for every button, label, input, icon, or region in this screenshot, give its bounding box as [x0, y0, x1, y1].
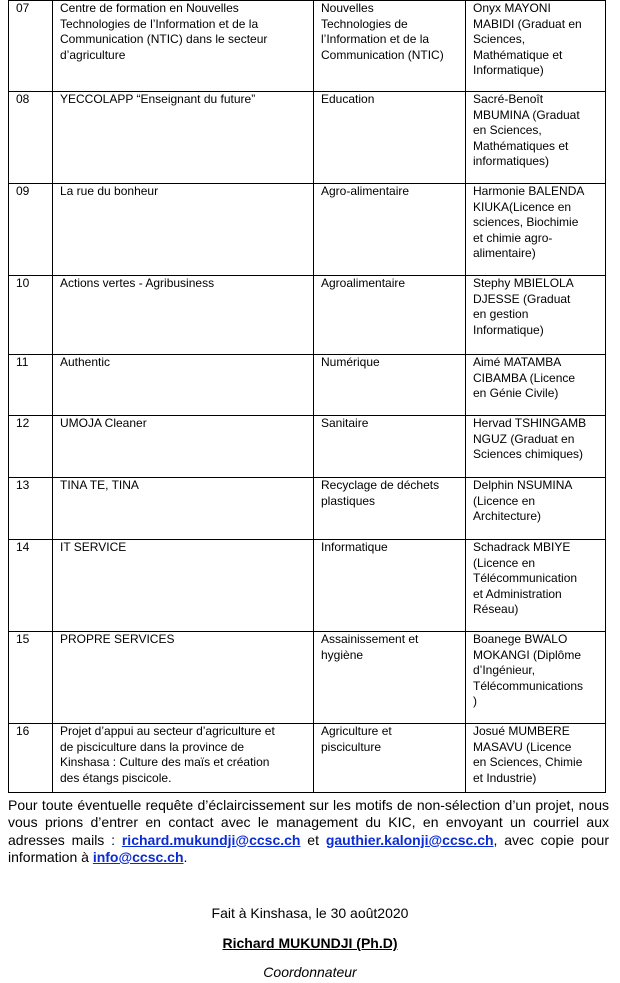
- project-promoter-cell: [466, 184, 606, 276]
- project-name: IT SERVICE: [60, 540, 127, 554]
- table-row: [9, 1, 606, 92]
- project-name: Centre de formation en Nouvelles Technologies de l’Information et de la Communication (NTIC) dans le secteur d’agriculture: [60, 1, 268, 62]
- project-sector: Numérique: [321, 355, 380, 369]
- project-sector-cell: [314, 1, 466, 92]
- project-name-cell: [53, 416, 314, 478]
- project-sector: Education: [321, 92, 375, 106]
- row-number-cell: [9, 632, 53, 724]
- project-name-cell: [53, 355, 314, 416]
- project-promoter: Boanege BWALO MOKANGI (Diplôme d’Ingénieur, Télécommunications ): [473, 632, 584, 708]
- project-name-cell: [53, 632, 314, 724]
- project-promoter-cell: [466, 632, 606, 724]
- projects-table-body: [9, 1, 606, 793]
- project-sector-cell: [314, 724, 466, 793]
- project-promoter: Onyx MAYONI MABIDI (Graduat en Sciences, Mathématique et Informatique): [473, 1, 582, 77]
- project-name-cell: [53, 184, 314, 276]
- project-sector-cell: [314, 632, 466, 724]
- project-sector-cell: [314, 355, 466, 416]
- project-sector: Agro-alimentaire: [321, 184, 410, 198]
- project-sector: Informatique: [321, 540, 388, 554]
- contact-text-intro: Pour toute éventuelle requête d’éclaircissement sur les motifs de non-sélection d’un projet, nous vous prions d’entrer en contact avec le management du KIC, en envoyant un courriel aux adresses mails :: [8, 797, 609, 848]
- project-sector: Sanitaire: [321, 416, 369, 430]
- project-sector: Recyclage de déchets plastiques: [321, 478, 440, 508]
- row-number: 14: [16, 540, 30, 554]
- table-row: [9, 355, 606, 416]
- project-name: YECCOLAPP “Enseignant du future”: [60, 92, 256, 106]
- project-promoter: Josué MUMBERE MASAVU (Licence en Sciences, Chimie et Industrie): [473, 724, 583, 785]
- signer-name: Richard MUKUNDJI (Ph.D): [222, 935, 398, 951]
- row-number: 16: [16, 724, 30, 738]
- project-name: La rue du bonheur: [60, 184, 159, 198]
- project-name: UMOJA Cleaner: [60, 416, 147, 430]
- table-row: [9, 184, 606, 276]
- table-row: [9, 416, 606, 478]
- place-date: Fait à Kinshasa, le 30 août2020: [211, 905, 409, 921]
- project-name: Authentic: [60, 355, 111, 369]
- project-promoter-cell: [466, 724, 606, 793]
- project-name: TINA TE, TINA: [60, 478, 139, 492]
- project-promoter: Stephy MBIELOLA DJESSE (Graduat en gestion Informatique): [473, 276, 574, 337]
- project-promoter: Hervad TSHINGAMB NGUZ (Graduat en Sciences chimiques): [473, 416, 587, 461]
- contact-text-end: .: [183, 848, 188, 865]
- row-number-cell: [9, 416, 53, 478]
- project-name: PROPRE SERVICES: [60, 632, 175, 646]
- row-number-cell: [9, 184, 53, 276]
- project-sector-cell: [314, 540, 466, 632]
- project-promoter-cell: [466, 355, 606, 416]
- table-row: [9, 540, 606, 632]
- project-promoter: Aimé MATAMBA CIBAMBA (Licence en Génie Civile): [473, 355, 576, 400]
- project-name-cell: [53, 276, 314, 355]
- table-row: [9, 632, 606, 724]
- row-number: 13: [16, 478, 30, 492]
- project-promoter-cell: [466, 416, 606, 478]
- email-link-richard[interactable]: richard.mukundji@ccsc.ch: [121, 831, 301, 848]
- project-sector-cell: [314, 184, 466, 276]
- project-promoter: Sacré-Benoît MBUMINA (Graduat en Sciences, Mathématiques et informatiques): [473, 92, 580, 168]
- project-promoter: Delphin NSUMINA (Licence en Architecture): [473, 478, 573, 523]
- row-number-cell: [9, 540, 53, 632]
- row-number: 08: [16, 92, 30, 106]
- contact-text-and: et: [300, 831, 326, 848]
- row-number: 11: [16, 355, 29, 369]
- table-row: [9, 478, 606, 540]
- project-name-cell: [53, 1, 314, 92]
- row-number: 12: [16, 416, 30, 430]
- row-number-cell: [9, 1, 53, 92]
- project-promoter-cell: [466, 478, 606, 540]
- project-name-cell: [53, 92, 314, 184]
- row-number: 15: [16, 632, 30, 646]
- email-link-gauthier[interactable]: gauthier.kalonji@ccsc.ch: [325, 831, 494, 848]
- row-number-cell: [9, 92, 53, 184]
- project-name-cell: [53, 478, 314, 540]
- table-row: [9, 724, 606, 793]
- signer-role: Coordonnateur: [263, 964, 357, 980]
- contact-text-copy: , avec copie pour information à: [8, 831, 609, 865]
- project-promoter-cell: [466, 92, 606, 184]
- project-promoter-cell: [466, 540, 606, 632]
- project-sector: Assainissement et hygiène: [321, 632, 419, 662]
- project-promoter: Harmonie BALENDA KIUKA(Licence en sciences, Biochimie et chimie agro- alimentaire): [473, 184, 585, 260]
- project-name-cell: [53, 724, 314, 793]
- project-sector-cell: [314, 416, 466, 478]
- row-number-cell: [9, 355, 53, 416]
- project-promoter-cell: [466, 276, 606, 355]
- contact-paragraph: [8, 797, 609, 866]
- email-link-info[interactable]: info@ccsc.ch: [92, 848, 184, 865]
- project-name-cell: [53, 540, 314, 632]
- project-promoter-cell: [466, 1, 606, 92]
- row-number: 07: [16, 1, 30, 15]
- project-sector-cell: [314, 92, 466, 184]
- project-sector: Agroalimentaire: [321, 276, 406, 290]
- row-number-cell: [9, 724, 53, 793]
- table-row: [9, 92, 606, 184]
- project-sector-cell: [314, 478, 466, 540]
- project-sector-cell: [314, 276, 466, 355]
- row-number: 09: [16, 184, 30, 198]
- project-name: Projet d’appui au secteur d’agriculture et de pisciculture dans la province de Kinshasa : Culture des maïs et création des étangs piscicole.: [60, 724, 275, 785]
- row-number-cell: [9, 276, 53, 355]
- project-name: Actions vertes - Agribusiness: [60, 276, 215, 290]
- project-sector: Agriculture et pisciculture: [321, 724, 392, 754]
- row-number-cell: [9, 478, 53, 540]
- project-promoter: Schadrack MBIYE (Licence en Télécommunication et Administration Réseau): [473, 540, 578, 616]
- table-row: [9, 276, 606, 355]
- projects-table: [8, 0, 606, 793]
- row-number: 10: [16, 276, 30, 290]
- project-sector: Nouvelles Technologies de l’Information et de la Communication (NTIC): [321, 1, 444, 62]
